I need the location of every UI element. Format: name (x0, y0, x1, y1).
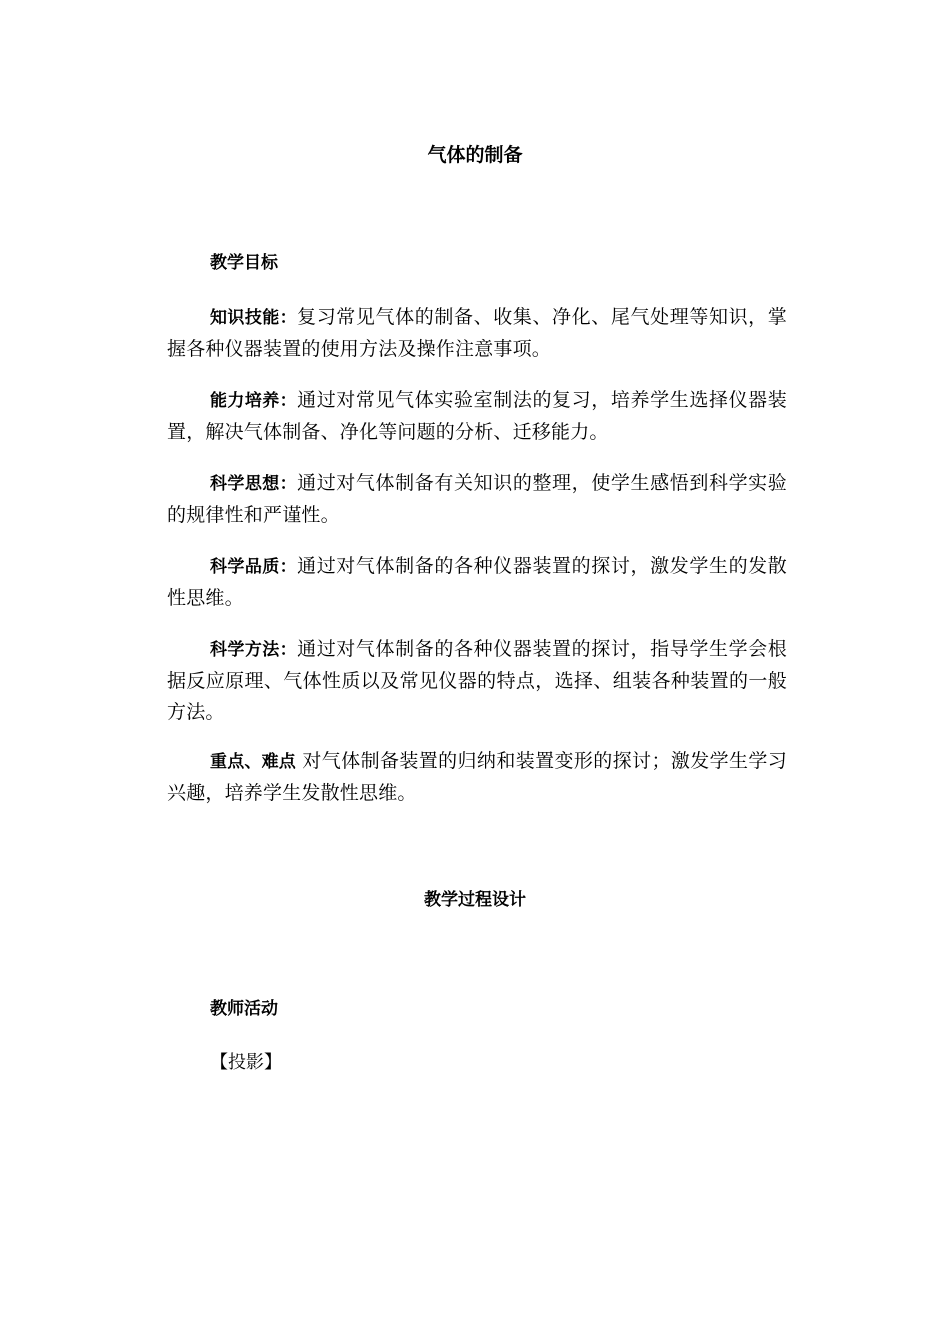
objective-label: 重点、难点 (210, 752, 296, 772)
objective-text: 通过对气体制备的各种仪器装置的探讨，激发学生的发散性思维。 (167, 555, 787, 609)
objective-label: 科学品质： (210, 557, 298, 577)
document-title: 气体的制备 (427, 144, 523, 166)
objective-ability (167, 385, 787, 448)
objective-key-difficult-points (167, 746, 787, 809)
objective-text: 通过对常见气体实验室制法的复习，培养学生选择仪器装置，解决气体制备、净化等问题的分析、迁移能力。 (167, 389, 787, 443)
projection-step: 【投影】 (210, 1052, 282, 1073)
objective-text: 复习常见气体的制备、收集、净化、尾气处理等知识，掌握各种仪器装置的使用方法及操作注意事项。 (167, 306, 787, 360)
objective-text: 对气体制备装置的归纳和装置变形的探讨；激发学生学习兴趣，培养学生发散性思维。 (167, 750, 788, 804)
objective-label: 科学思想： (210, 474, 298, 494)
process-heading: 教学过程设计 (424, 890, 526, 910)
objectives-heading: 教学目标 (210, 253, 278, 273)
objective-label: 知识技能： (210, 308, 298, 328)
objective-scientific-thinking (167, 468, 787, 531)
objective-knowledge-skills (167, 302, 787, 365)
objective-text: 通过对气体制备的各种仪器装置的探讨，指导学生学会根据反应原理、气体性质以及常见仪器的特点，选择、组装各种装置的一般方法。 (167, 638, 787, 723)
objective-scientific-quality (167, 551, 787, 614)
objective-label: 科学方法： (210, 640, 298, 660)
objective-scientific-method (167, 634, 787, 728)
objective-text: 通过对气体制备有关知识的整理，使学生感悟到科学实验的规律性和严谨性。 (167, 472, 787, 526)
teacher-activity-heading: 教师活动 (210, 999, 278, 1019)
objective-label: 能力培养： (210, 391, 298, 411)
